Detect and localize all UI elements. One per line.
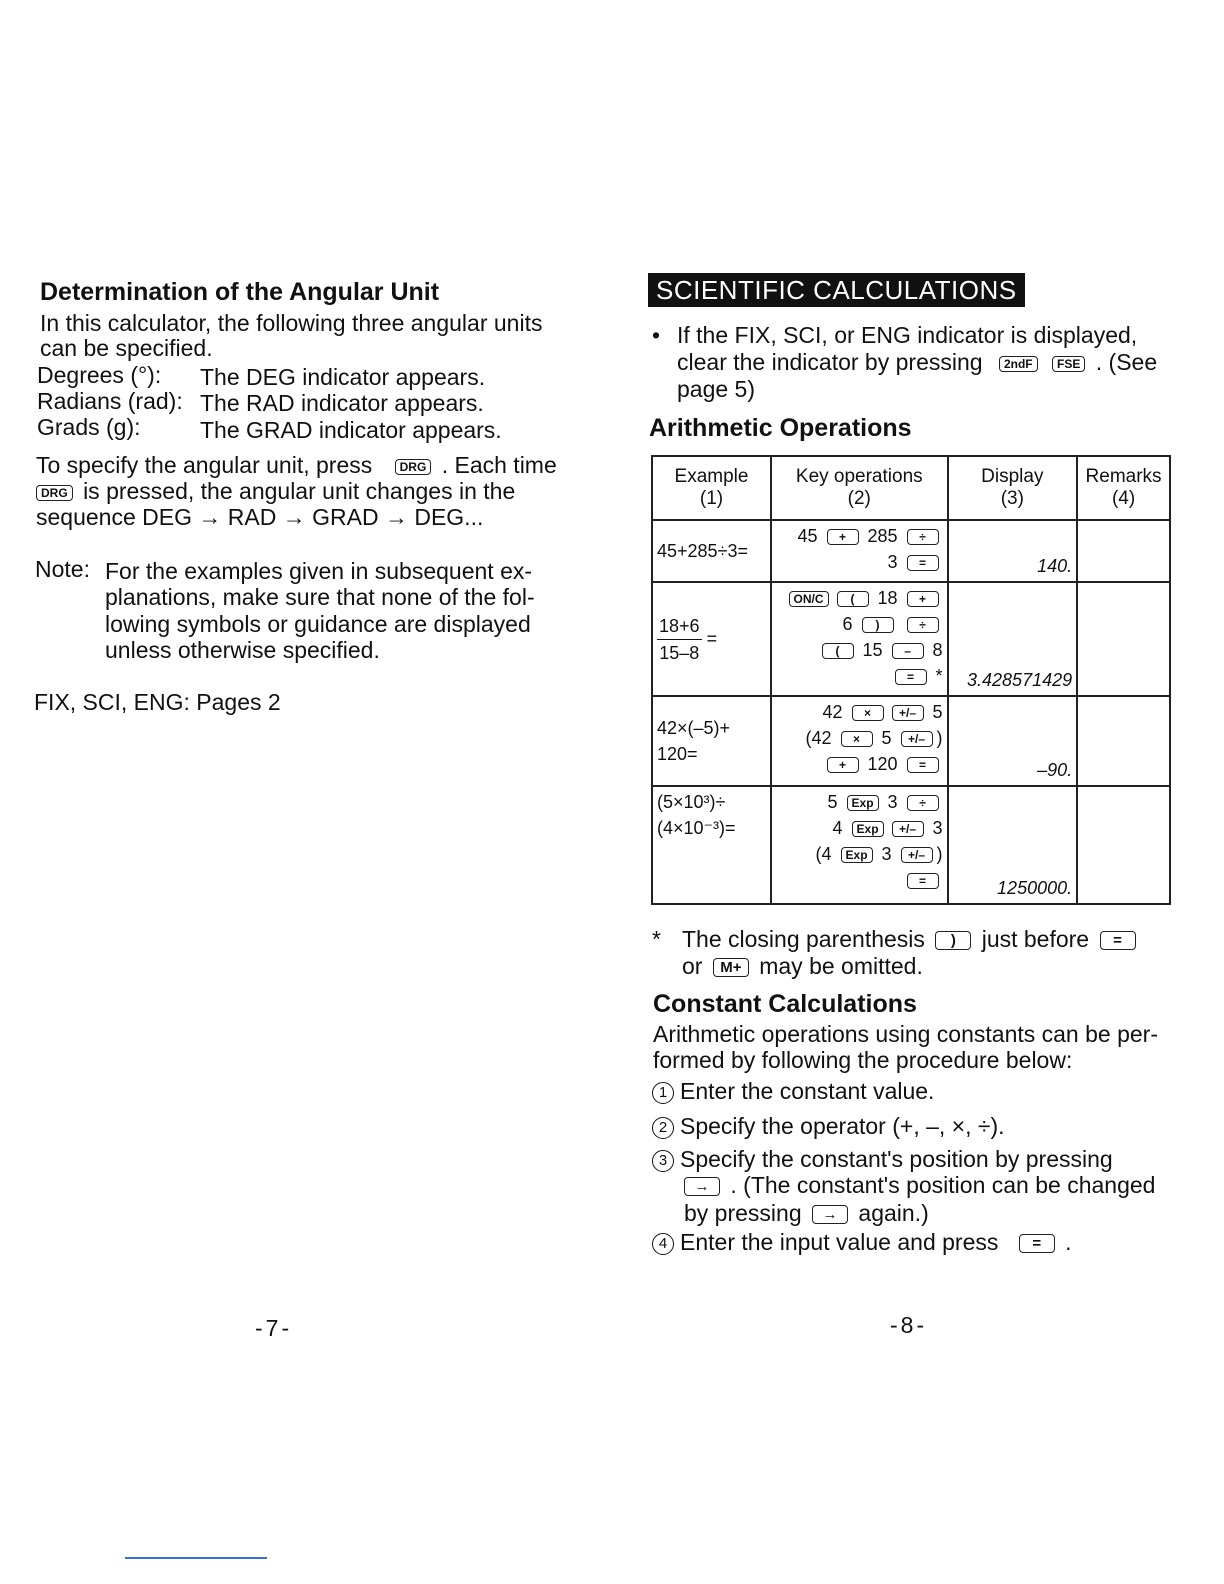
step-3: 3 Specify the constant's position by pressing <box>652 1146 1113 1172</box>
bullet-dot-icon: • <box>652 322 661 348</box>
section-banner-scientific: SCIENTIFIC CALCULATIONS <box>648 273 1025 307</box>
step-4: 4 Enter the input value and press = . <box>652 1229 1072 1255</box>
key-ops-cell: 42 × +/– 5 (42 × 5 +/– ) + 120 = <box>771 696 948 786</box>
asterisk-icon: * <box>652 926 661 952</box>
display-cell: –90. <box>948 696 1078 786</box>
example-cell: (5×10³)÷ (4×10⁻³)= <box>652 786 771 904</box>
remarks-cell <box>1077 582 1170 696</box>
unit-degrees-desc: The DEG indicator appears. <box>200 364 486 390</box>
table-row <box>652 520 1170 582</box>
constant-heading: Constant Calculations <box>653 990 917 1018</box>
example-cell: 42×(–5)+ 120= <box>652 696 771 786</box>
spec-line-1: To specify the angular unit, press DRG . Each time <box>36 452 557 478</box>
display-cell: 1250000. <box>948 786 1078 904</box>
remarks-cell <box>1077 696 1170 786</box>
2ndf-key-icon: 2ndF <box>999 356 1038 372</box>
step-1: 1 Enter the constant value. <box>652 1078 934 1104</box>
unit-degrees-name: Degrees (°): <box>37 362 162 388</box>
note-line-2: planations, make sure that none of the fol- <box>105 584 535 610</box>
spec-line-2: DRG is pressed, the angular unit changes in the <box>36 478 515 504</box>
table-row <box>652 582 1170 696</box>
header-display: Display (3) <box>948 456 1078 520</box>
key-ops-cell: 5 Exp 3 ÷ 4 Exp +/– 3 (4 Exp 3 +/– ) = <box>771 786 948 904</box>
footnote-line-1: The closing parenthesis ) just before = <box>682 926 1140 952</box>
example-cell: $\frac{18+6}{15-8}$ = <box>652 582 771 696</box>
header-key-operations: Key operations (2) <box>771 456 948 520</box>
note-line-3: lowing symbols or guidance are displayed <box>105 611 531 637</box>
bullet-line-3: page 5) <box>677 376 756 402</box>
key-ops-cell: 45 + 285 ÷ 3 = <box>771 520 948 582</box>
step-2-number-icon: 2 <box>652 1117 674 1139</box>
display-cell: 140. <box>948 520 1078 582</box>
spec-line-3: sequence DEG → RAD → GRAD → DEG... <box>36 504 484 530</box>
note-line-4: unless otherwise specified. <box>105 637 380 663</box>
step-3-number-icon: 3 <box>652 1150 674 1172</box>
drg-key-icon: DRG <box>36 485 73 501</box>
const-intro-1: Arithmetic operations using constants can be per- <box>653 1021 1158 1047</box>
example-cell: 45+285÷3= <box>652 520 771 582</box>
header-remarks: Remarks (4) <box>1077 456 1170 520</box>
bullet-line-1: If the FIX, SCI, or ENG indicator is displayed, <box>677 322 1138 348</box>
fix-sci-eng-line: FIX, SCI, ENG: Pages 2 <box>34 689 281 715</box>
section-heading-angular-unit: Determination of the Angular Unit <box>40 278 440 306</box>
display-cell: 3.428571429 <box>948 582 1078 696</box>
unit-grads-desc: The GRAD indicator appears. <box>200 417 502 443</box>
constant-arrow-key-icon: → <box>684 1177 720 1196</box>
key-ops-cell: ON/C ( 18 + 6 ) ÷ ( 15 – 8 = * <box>771 582 948 696</box>
step-3-line-3: by pressing → again.) <box>684 1200 929 1226</box>
table-header-row <box>652 456 1170 520</box>
note-line-1: For the examples given in subsequent ex- <box>105 558 533 584</box>
drg-key-icon: DRG <box>395 459 432 475</box>
note-label: Note: <box>35 556 90 582</box>
footnote-line-2: or M+ may be omitted. <box>682 953 923 979</box>
bullet-line-2: clear the indicator by pressing 2ndF FSE . (See <box>677 349 1158 375</box>
header-example: Example (1) <box>652 456 771 520</box>
table-row <box>652 786 1170 904</box>
close-paren-key-icon: ) <box>935 931 971 950</box>
step-3-line-2: → . (The constant's position can be changed <box>684 1172 1155 1198</box>
m-plus-key-icon: M+ <box>713 958 749 977</box>
constant-arrow-key-icon: → <box>812 1205 848 1224</box>
intro-line-1: In this calculator, the following three angular units <box>40 310 543 336</box>
arithmetic-table <box>651 455 1171 905</box>
unit-grads-name: Grads (g): <box>37 414 141 440</box>
step-1-number-icon: 1 <box>652 1082 674 1104</box>
page-number-right: -8- <box>890 1312 928 1338</box>
fse-key-icon: FSE <box>1052 356 1085 372</box>
arithmetic-heading: Arithmetic Operations <box>649 414 912 442</box>
unit-radians-desc: The RAD indicator appears. <box>200 390 484 416</box>
step-2: 2 Specify the operator (+, –, ×, ÷). <box>652 1113 1005 1139</box>
page-number-left: -7- <box>255 1315 293 1341</box>
remarks-cell <box>1077 786 1170 904</box>
table-row <box>652 696 1170 786</box>
remarks-cell <box>1077 520 1170 582</box>
decorative-underline <box>125 1557 267 1559</box>
const-intro-2: formed by following the procedure below: <box>653 1047 1073 1073</box>
unit-radians-name: Radians (rad): <box>37 388 183 414</box>
equals-key-icon: = <box>1019 1234 1055 1253</box>
intro-line-2: can be specified. <box>40 335 213 361</box>
equals-key-icon: = <box>1100 931 1136 950</box>
step-4-number-icon: 4 <box>652 1233 674 1255</box>
